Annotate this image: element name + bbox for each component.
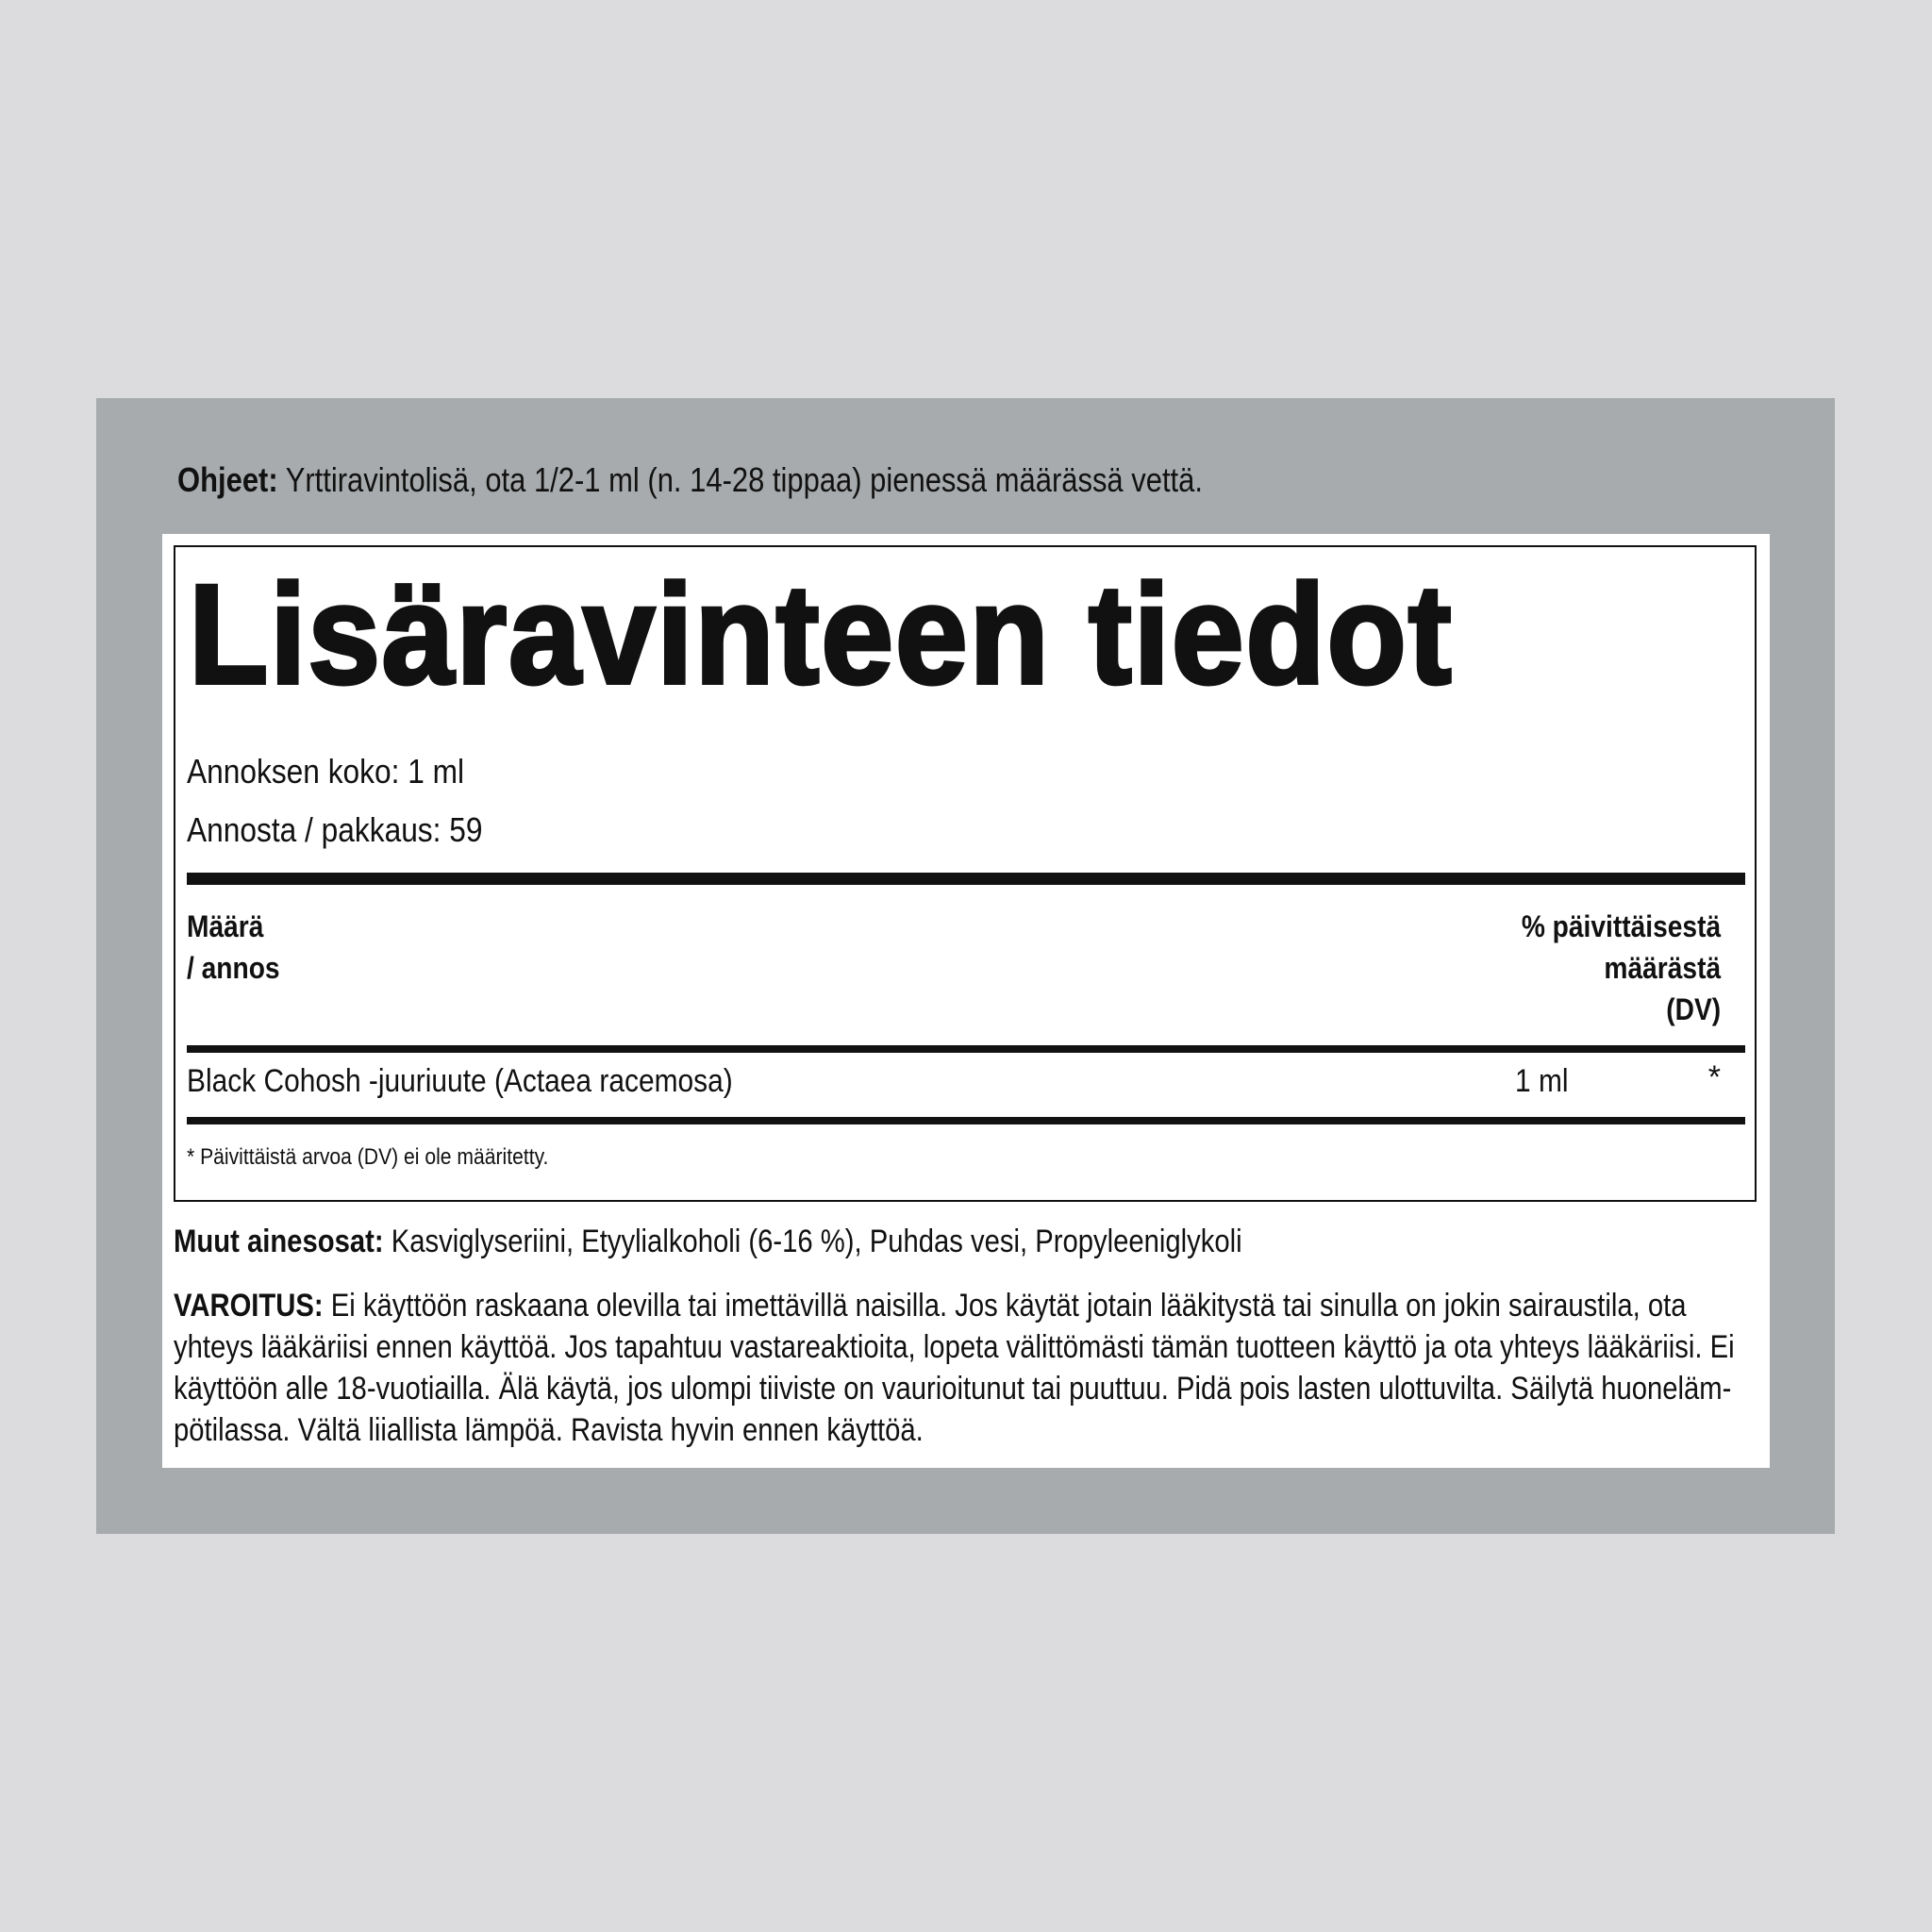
header-dv-line1: % päivittäisestä	[1521, 909, 1721, 943]
warning	[174, 1285, 1764, 1451]
header-dv	[1522, 906, 1721, 1030]
warning-text: Ei käyttöön raskaana olevilla tai imettävillä naisilla. Jos käytät jotain lääkitystä tai sinulla on jokin sairaustila, ota yhteys lääkäriisi ennen käyttöä. Jos tapahtuu vastareaktioita, lopeta välittömästi tämän tuotteen käyttö ja ota yhteys lääkäriisi. Ei käyttöön alle 18-vuotiailla. Älä käytä, jos ulompi tiiviste on vaurioitunut tai puuttuu. Pidä pois lasten ulottuvilta. Säilytä huonelämpötilassa. Vältä liiallista lämpöä. Ravista hyvin ennen käyttöä.	[174, 1288, 1735, 1448]
ingredient-dv: *	[1707, 1059, 1721, 1095]
other-ingredients	[174, 1221, 1242, 1262]
facts-title: Lisäravinteen tiedot	[189, 555, 1454, 713]
warning-label: VAROITUS:	[174, 1288, 324, 1324]
directions-label: Ohjeet:	[177, 460, 278, 499]
dv-footnote: * Päivittäistä arvoa (DV) ei ole määritetty.	[187, 1144, 549, 1170]
header-divider	[187, 1045, 1745, 1053]
header-dv-line3: (DV)	[1666, 992, 1721, 1026]
row-divider	[187, 1117, 1745, 1124]
serving-size: Annoksen koko: 1 ml	[187, 752, 465, 791]
header-dv-line2: määrästä	[1604, 951, 1721, 985]
header-amount	[187, 906, 280, 989]
directions-text: Yrttiravintolisä, ota 1/2-1 ml (n. 14-28 tippaa) pienessä määrässä vettä.	[277, 460, 1203, 499]
other-ingredients-label: Muut ainesosat:	[174, 1224, 384, 1259]
directions	[177, 459, 1557, 501]
thick-divider	[187, 873, 1745, 885]
servings-per-container: Annosta / pakkaus: 59	[187, 810, 483, 849]
ingredient-name: Black Cohosh -juuriuute (Actaea racemosa)	[187, 1063, 733, 1099]
ingredient-amount: 1 ml	[1515, 1063, 1569, 1099]
other-ingredients-text: Kasviglyseriini, Etyylialkoholi (6-16 %), Puhdas vesi, Propyleeniglykoli	[383, 1224, 1242, 1259]
header-amount-line1: Määrä	[187, 909, 264, 943]
supplement-facts-box	[174, 545, 1757, 1202]
header-amount-line2: / annos	[187, 951, 280, 985]
